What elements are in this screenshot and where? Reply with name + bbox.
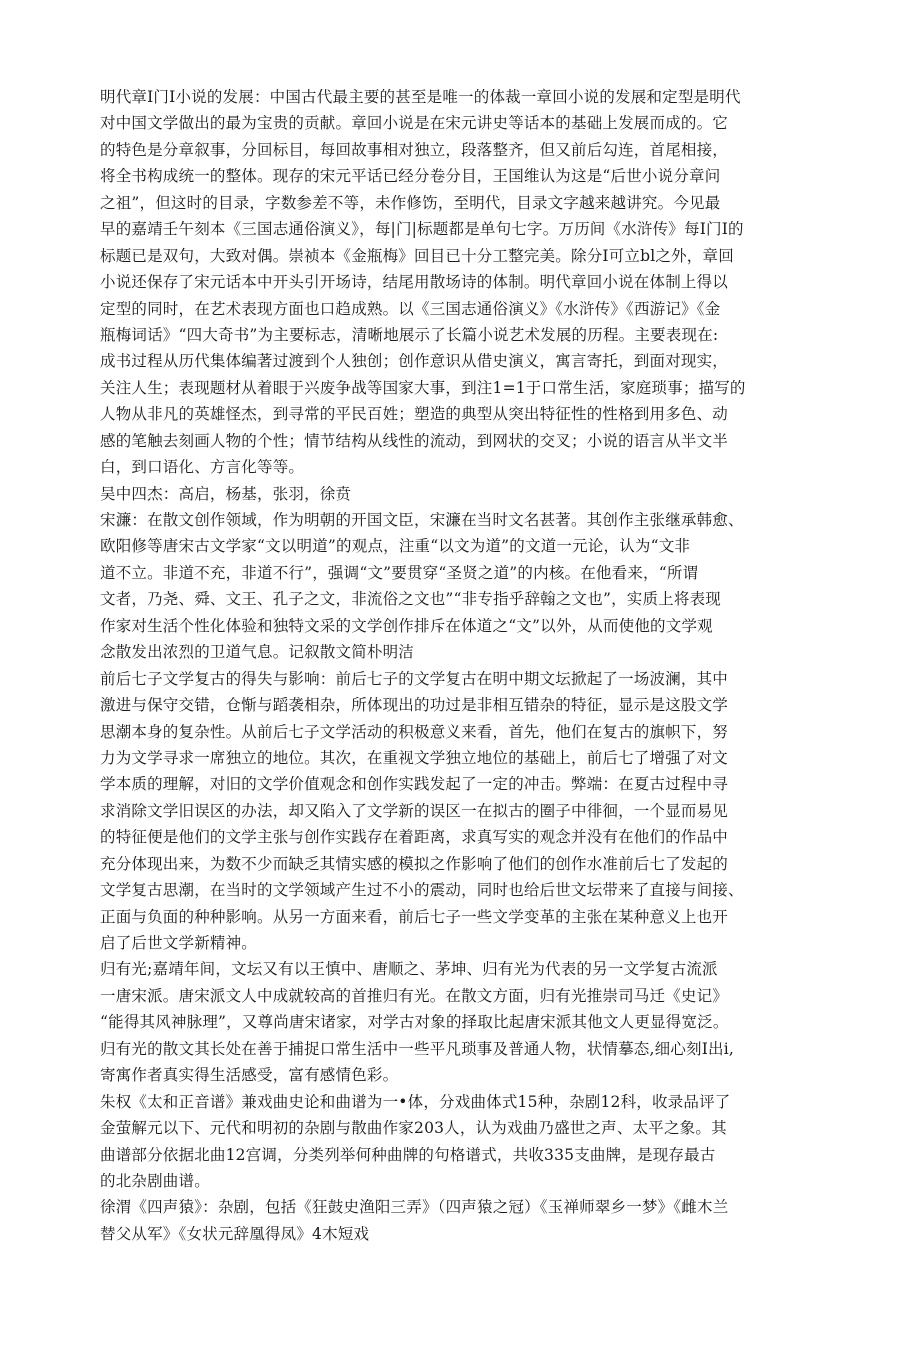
text-line: 正面与负面的种种影响。从另一方面来看，前后七子一些文学变革的主张在某种意义上也开 [100,907,729,926]
text-line: 归有光的散文其长处在善于捕捉口常生活中一些平凡琐事及普通人物，状情摹态,细心刻I出i, [100,1039,735,1058]
text-line: 欧阳修等唐宋古文学家“文以明道”的观点，注重“以文为道”的文道一元论，认为“文非 [100,537,691,556]
text-line: 一唐宋派。唐宋派文人中成就较高的首推归有光。在散文方面，归有光推崇司马迁《史记》 [100,986,729,1005]
text-line: 的北杂剧曲谱。 [100,1171,210,1190]
text-line: 的特色是分章叙事，分回标目，每回故事相对独立，段落整齐，但又前后勾连，首尾相接， [100,140,729,159]
text-line: 小说还保存了宋元话本中开头引开场诗，结尾用散场诗的体制。明代章回小说在体制上得以 [100,273,729,292]
text-line: 定型的同时，在艺术表现方面也口趋成熟。以《三国志通俗演义》《水浒传》《西游记》《金 [100,299,721,318]
text-line: 将全书构成统一的整体。现存的宋元平话已经分卷分目，王国维认为这是“后世小说分章问 [100,167,721,186]
text-line: 文学复古思潮，在当时的文学领域产生过不小的震动，同时也给后世文坛带来了直接与间接、 [100,881,744,900]
text-line: 寄寓作者真实得生活感受，富有感情色彩。 [100,1066,399,1085]
text-line: 白，到口语化、方言化等等。 [100,458,305,477]
text-line: 激进与保守交错，仓惭与蹈袭相杂，所体现出的功过是非相互错杂的特征，显示是这股文学 [100,696,729,715]
text-line: 前后七子文学复古的得失与影响：前后七子的文学复古在明中期文坛掀起了一场波澜，其中 [100,669,729,688]
text-line: 力为文学寻求一席独立的地位。其次，在重视文学独立地位的基础上，前后七了增强了对文 [100,748,729,767]
text-line: 思潮本身的复杂性。从前后七子文学活动的积极意义来看，首先，他们在复古的旗帜下，努 [100,722,729,741]
text-line: 之祖”，但这时的目录，字数参差不等，未作修饬，至明代，目录文字越来越讲究。今见最 [100,193,721,212]
text-line: 文者，乃尧、舜、文王、孔子之文，非流俗之文也”“非专指乎辞翰之文也”，实质上将表现 [100,590,721,609]
text-line: 启了后世文学新精神。 [100,934,258,952]
text-line: 明代章I门I小说的发展：中国古代最主要的甚至是唯一的体裁一章回小说的发展和定型是明代 [100,88,741,106]
text-line: 充分体现出来，为数不少而缺乏其情实感的模拟之作影响了他们的创作水准前后七了发起的 [100,854,729,873]
text-line: 金萤解元以下、元代和明初的杂剧与散曲作家203人，认为戏曲乃盛世之声、太平之象。其 [100,1119,727,1138]
text-line: 曲谱部分依据北曲12宫调，分类列举何种曲牌的句格谱式，共收335支曲牌，是现存最古 [100,1145,716,1164]
text-line: 感的笔触去刻画人物的个性；情节结构从线性的流动，到网状的交叉；小说的语言从半文半 [100,431,729,450]
text-line: 朱权《太和正音谱》兼戏曲史论和曲谱为一•体，分戏曲体式15种，杂剧12科，收录品评了 [100,1092,731,1111]
text-line: 归有光;嘉靖年间，文坛又有以王慎中、唐顺之、茅坤、归有光为代表的另一文学复古流派 [100,960,718,979]
text-line: 对中国文学做出的最为宝贵的贡献。章回小说是在宋元讲史等话本的基础上发展而成的。它 [100,114,729,133]
text-line: 徐渭《四声猿》：杂剧，包括《狂鼓史渔阳三弄》（四声猿之冠）《玉禅师翠乡一梦》《雌木兰 [100,1198,729,1217]
text-line: 关注人生；表现题材从着眼于兴废争战等国家大事，到注1=1于口常生活，家庭琐事；描写的 [100,378,746,397]
text-line: 道不立。非道不充，非道不行”，强调“文”要贯穿“圣贤之道”的内核。在他看来，“所谓 [100,563,699,582]
text-line: 瓶梅词话》“四大奇书”为主要标志，清晰地展示了长篇小说艺术发展的历程。主要表现在: [100,325,719,344]
text-line: 宋濂：在散文创作领域，作为明朝的开国文臣，宋濂在当时文名甚著。其创作主张继承韩愈、 [100,511,744,529]
text-line: 成书过程从历代集体编著过渡到个人独创；创作意识从借史演义，寓言寄托，到面对现实， [100,352,729,371]
text-line: 吴中四杰：高启，杨基，张羽，徐贲 [100,484,352,503]
text-line: 人物从非凡的英雄怪杰，到寻常的平民百姓；塑造的典型从突出特征性的性格到用多色、动 [100,405,729,424]
text-line: 替父从军》《女状元辞凰得凤》4木短戏 [100,1224,370,1243]
text-line: 求消除文学旧误区的办法，却又陷入了文学新的误区一在拟古的圈子中徘徊，一个显而易见 [100,801,729,820]
text-line: 标题已是双句，大致对偶。崇祯本《金瓶梅》回目已十分工整完美。除分I可立bl之外，章回 [100,246,734,265]
text-line: 的特征便是他们的文学主张与创作实践存在着距离，求真写实的观念并没有在他们的作品中 [100,828,729,847]
text-line: “能得其风神脉理”，又尊尚唐宋诸家，对学古对象的择取比起唐宋派其他文人更显得宽泛。 [100,1013,729,1032]
text-line: 早的嘉靖壬午刻本《三国志通俗演义》，每|门|标题都是单句七字。万历间《水浒传》每I门I的 [100,220,744,239]
text-line: 念散发出浓烈的卫道气息。记叙散文简朴明洁 [100,643,415,662]
text-line: 学本质的理解，对旧的文学价值观念和创作实践发起了一定的冲击。弊端：在夏古过程中寻 [100,775,729,794]
text-line: 作家对生活个性化体验和独特文采的文学创作排斥在体道之“文”以外，从而使他的文学观 [100,616,713,635]
